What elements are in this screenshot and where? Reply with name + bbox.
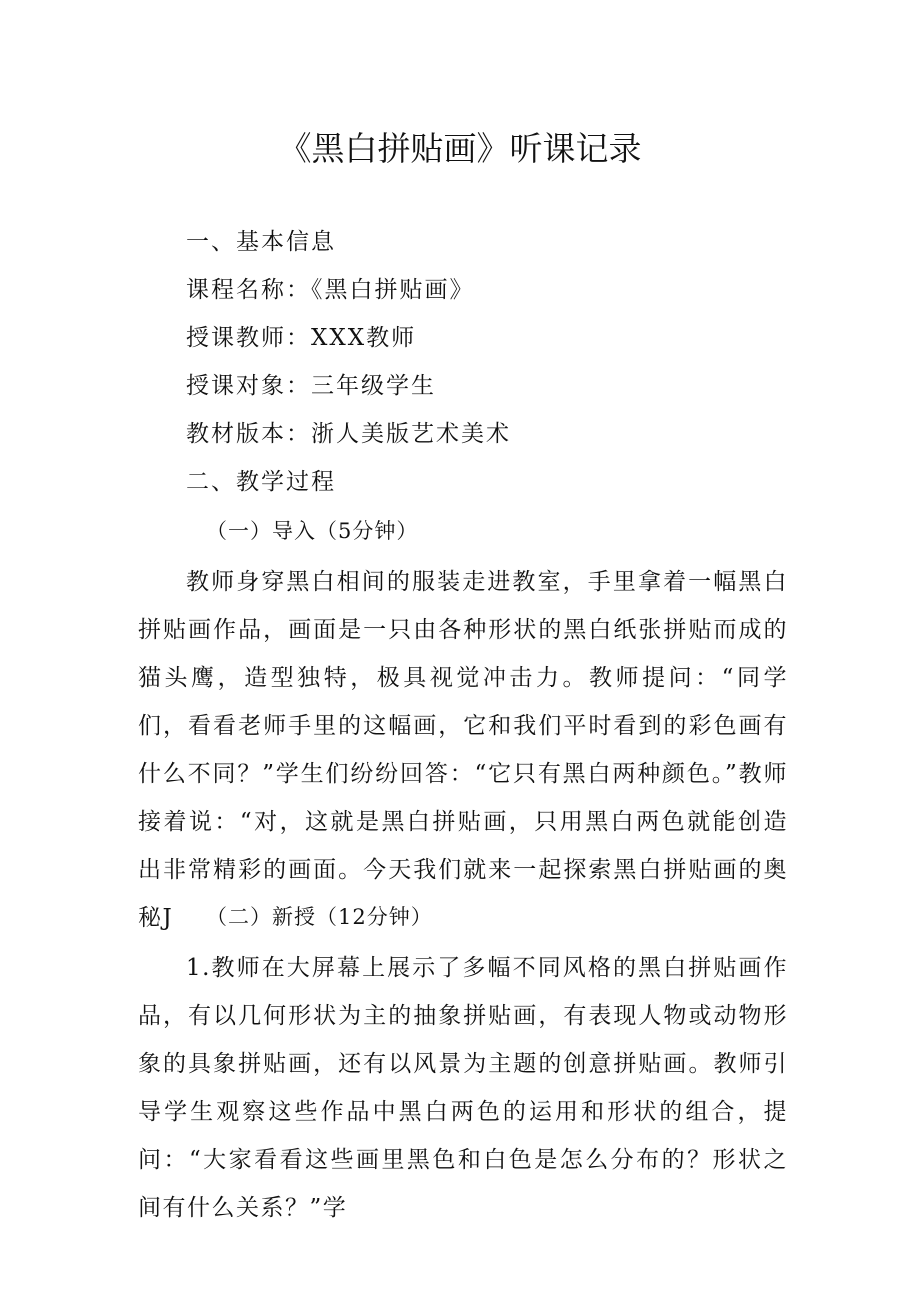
info-row-textbook [186,418,511,450]
info-label: 授课教师： [186,325,311,351]
section-heading-basic-info: 一、基本信息 [186,229,336,255]
section-heading-teaching-process: 二、教学过程 [186,469,336,495]
info-row-teacher [186,322,416,354]
info-row-audience [186,370,436,402]
paragraph-new-lesson: 1.教师在大屏幕上展示了多幅不同风格的黑白拼贴画作品，有以几何形状为主的抽象拼贴画，有表现人物或动物形象的具象拼贴画，还有以风景为主题的创意拼贴画。教师引导学生观察这些作品中黑白两色的运用和形状的组合，提问：“大家看看这些画里黑色和白色是怎么分布的？形状之间有什么关系？”学 [138,955,788,1221]
info-label: 课程名称： [186,277,311,303]
info-value: XXX教师 [311,325,417,351]
info-row-course-name [186,274,475,306]
info-value: 三年级学生 [311,373,436,399]
subsection-heading-intro: （一）导入（5分钟） [206,519,419,543]
paragraph-intro: 教师身穿黑白相间的服装走进教室，手里拿着一幅黑白拼贴画作品，画面是一只由各种形状的黑白纸张拼贴而成的猫头鹰，造型独特，极具视觉冲击力。教师提问：“同学们，看看老师手里的这幅画，它和我们平时看到的彩色画有什么不同？”学生们纷纷回答：“它只有黑白两种颜色。”教师接着说：“对，这就是黑白拼贴画，只用黑白两色就能创造出非常精彩的画面。今天我们就来一起探索黑白拼贴画的奥秘J [138,569,788,931]
info-value: 浙人美版艺术美术 [311,421,511,447]
subsection-heading-new-lesson: （二）新授（12分钟） [206,905,433,929]
info-value: 《黑白拼贴画》 [311,277,475,303]
info-label: 授课对象： [186,373,311,399]
info-label: 教材版本： [186,421,311,447]
document-title: 《黑白拼贴画》听课记录 [278,129,642,168]
